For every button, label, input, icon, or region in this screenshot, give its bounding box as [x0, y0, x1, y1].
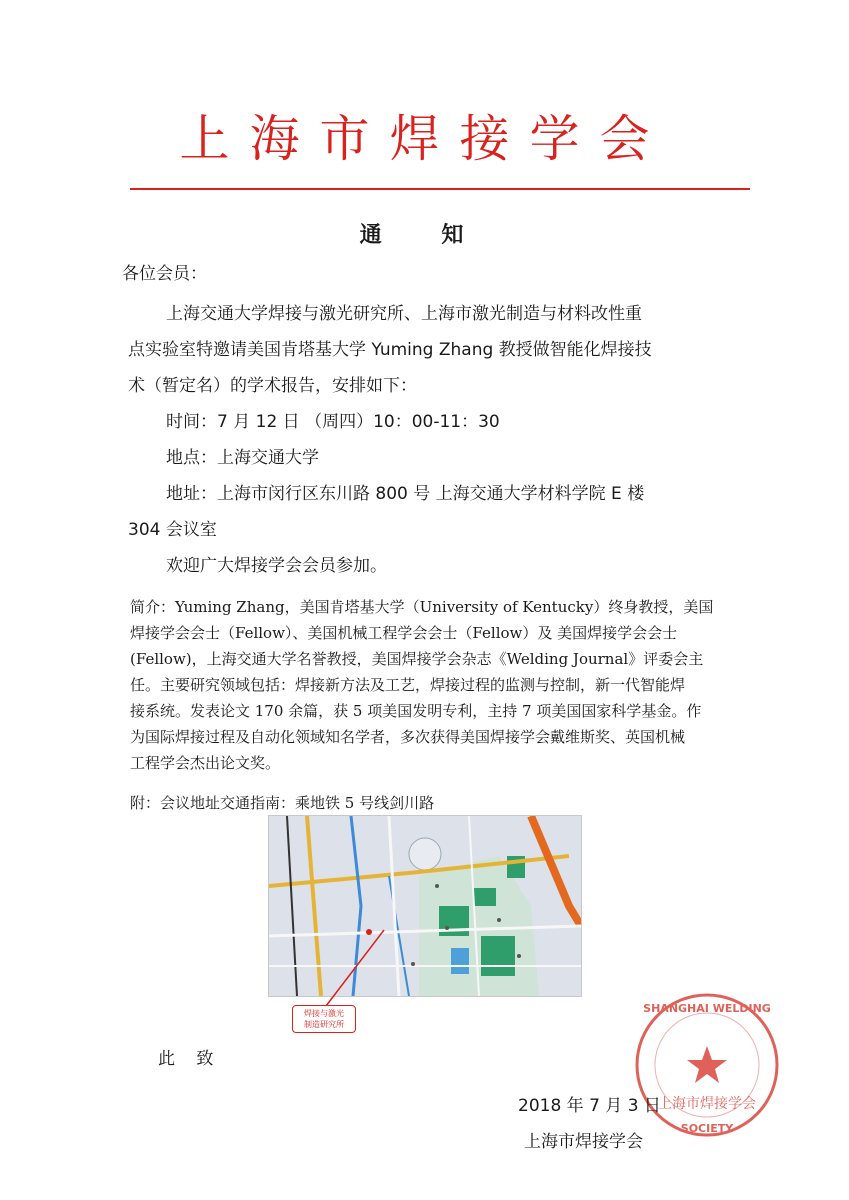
svg-text:SOCIETY: SOCIETY — [680, 1122, 734, 1135]
closing-date: 2018 年 7 月 3 日 — [518, 1096, 661, 1116]
event-room: 304 会议室 — [128, 520, 217, 540]
callout-line-2: 制造研究所 — [304, 1020, 344, 1029]
callout-pointer — [300, 920, 410, 1010]
bio-line-5: 接系统。发表论文 170 余篇，获 5 项美国发明专利，主持 7 项美国国家科学基金。作 — [130, 702, 702, 720]
event-address: 地址：上海市闵行区东川路 800 号 上海交通大学材料学院 E 楼 — [166, 484, 645, 504]
notice-line-1: 上海交通大学焊接与激光研究所、上海市激光制造与材料改性重 — [166, 304, 642, 324]
closing-signature: 上海市焊接学会 — [524, 1132, 643, 1152]
notice-line-2: 点实验室特邀请美国肯塔基大学 Yuming Zhang 教授做智能化焊接技 — [128, 340, 652, 360]
svg-text:上海市焊接学会: 上海市焊接学会 — [658, 1096, 756, 1112]
letterhead-divider — [130, 188, 750, 190]
bio-line-7: 工程学会杰出论文奖。 — [130, 754, 281, 772]
bio-line-4: 任。主要研究领域包括：焊接新方法及工艺，焊接过程的监测与控制，新一代智能焊 — [130, 676, 686, 694]
svg-text:SHANGHAI WELDING: SHANGHAI WELDING — [643, 1002, 771, 1015]
event-time: 时间：7 月 12 日 （周四）10：00-11：30 — [166, 412, 500, 432]
bio-line-6: 为国际焊接过程及自动化领域知名学者，多次获得美国焊接学会戴维斯奖、英国机械 — [130, 728, 686, 746]
bio-line-1: 简介：Yuming Zhang，美国肯塔基大学（University of Kentucky）终身教授，美国 — [130, 598, 714, 616]
notice-title: 通 知 — [359, 222, 490, 248]
welcome-text: 欢迎广大焊接学会会员参加。 — [166, 556, 387, 576]
notice-line-3: 术（暂定名）的学术报告，安排如下： — [128, 376, 417, 396]
appendix-note: 附：会议地址交通指南：乘地铁 5 号线剑川路 — [130, 794, 435, 812]
bio-line-3: (Fellow)，上海交通大学名誉教授，美国焊接学会杂志《Welding Journal》评委会主 — [130, 650, 704, 668]
salutation: 各位会员： — [122, 264, 207, 284]
letterhead-org-name: 上海市焊接学会 — [179, 110, 670, 168]
bio-line-2: 焊接学会会士（Fellow）、美国机械工程学会会士（Fellow）及 美国焊接学会会士 — [130, 624, 678, 642]
map-callout — [292, 1005, 356, 1033]
closing-regards: 此 致 — [158, 1049, 222, 1069]
event-place: 地点：上海交通大学 — [166, 448, 319, 468]
callout-line-1: 焊接与激光 — [304, 1009, 344, 1018]
